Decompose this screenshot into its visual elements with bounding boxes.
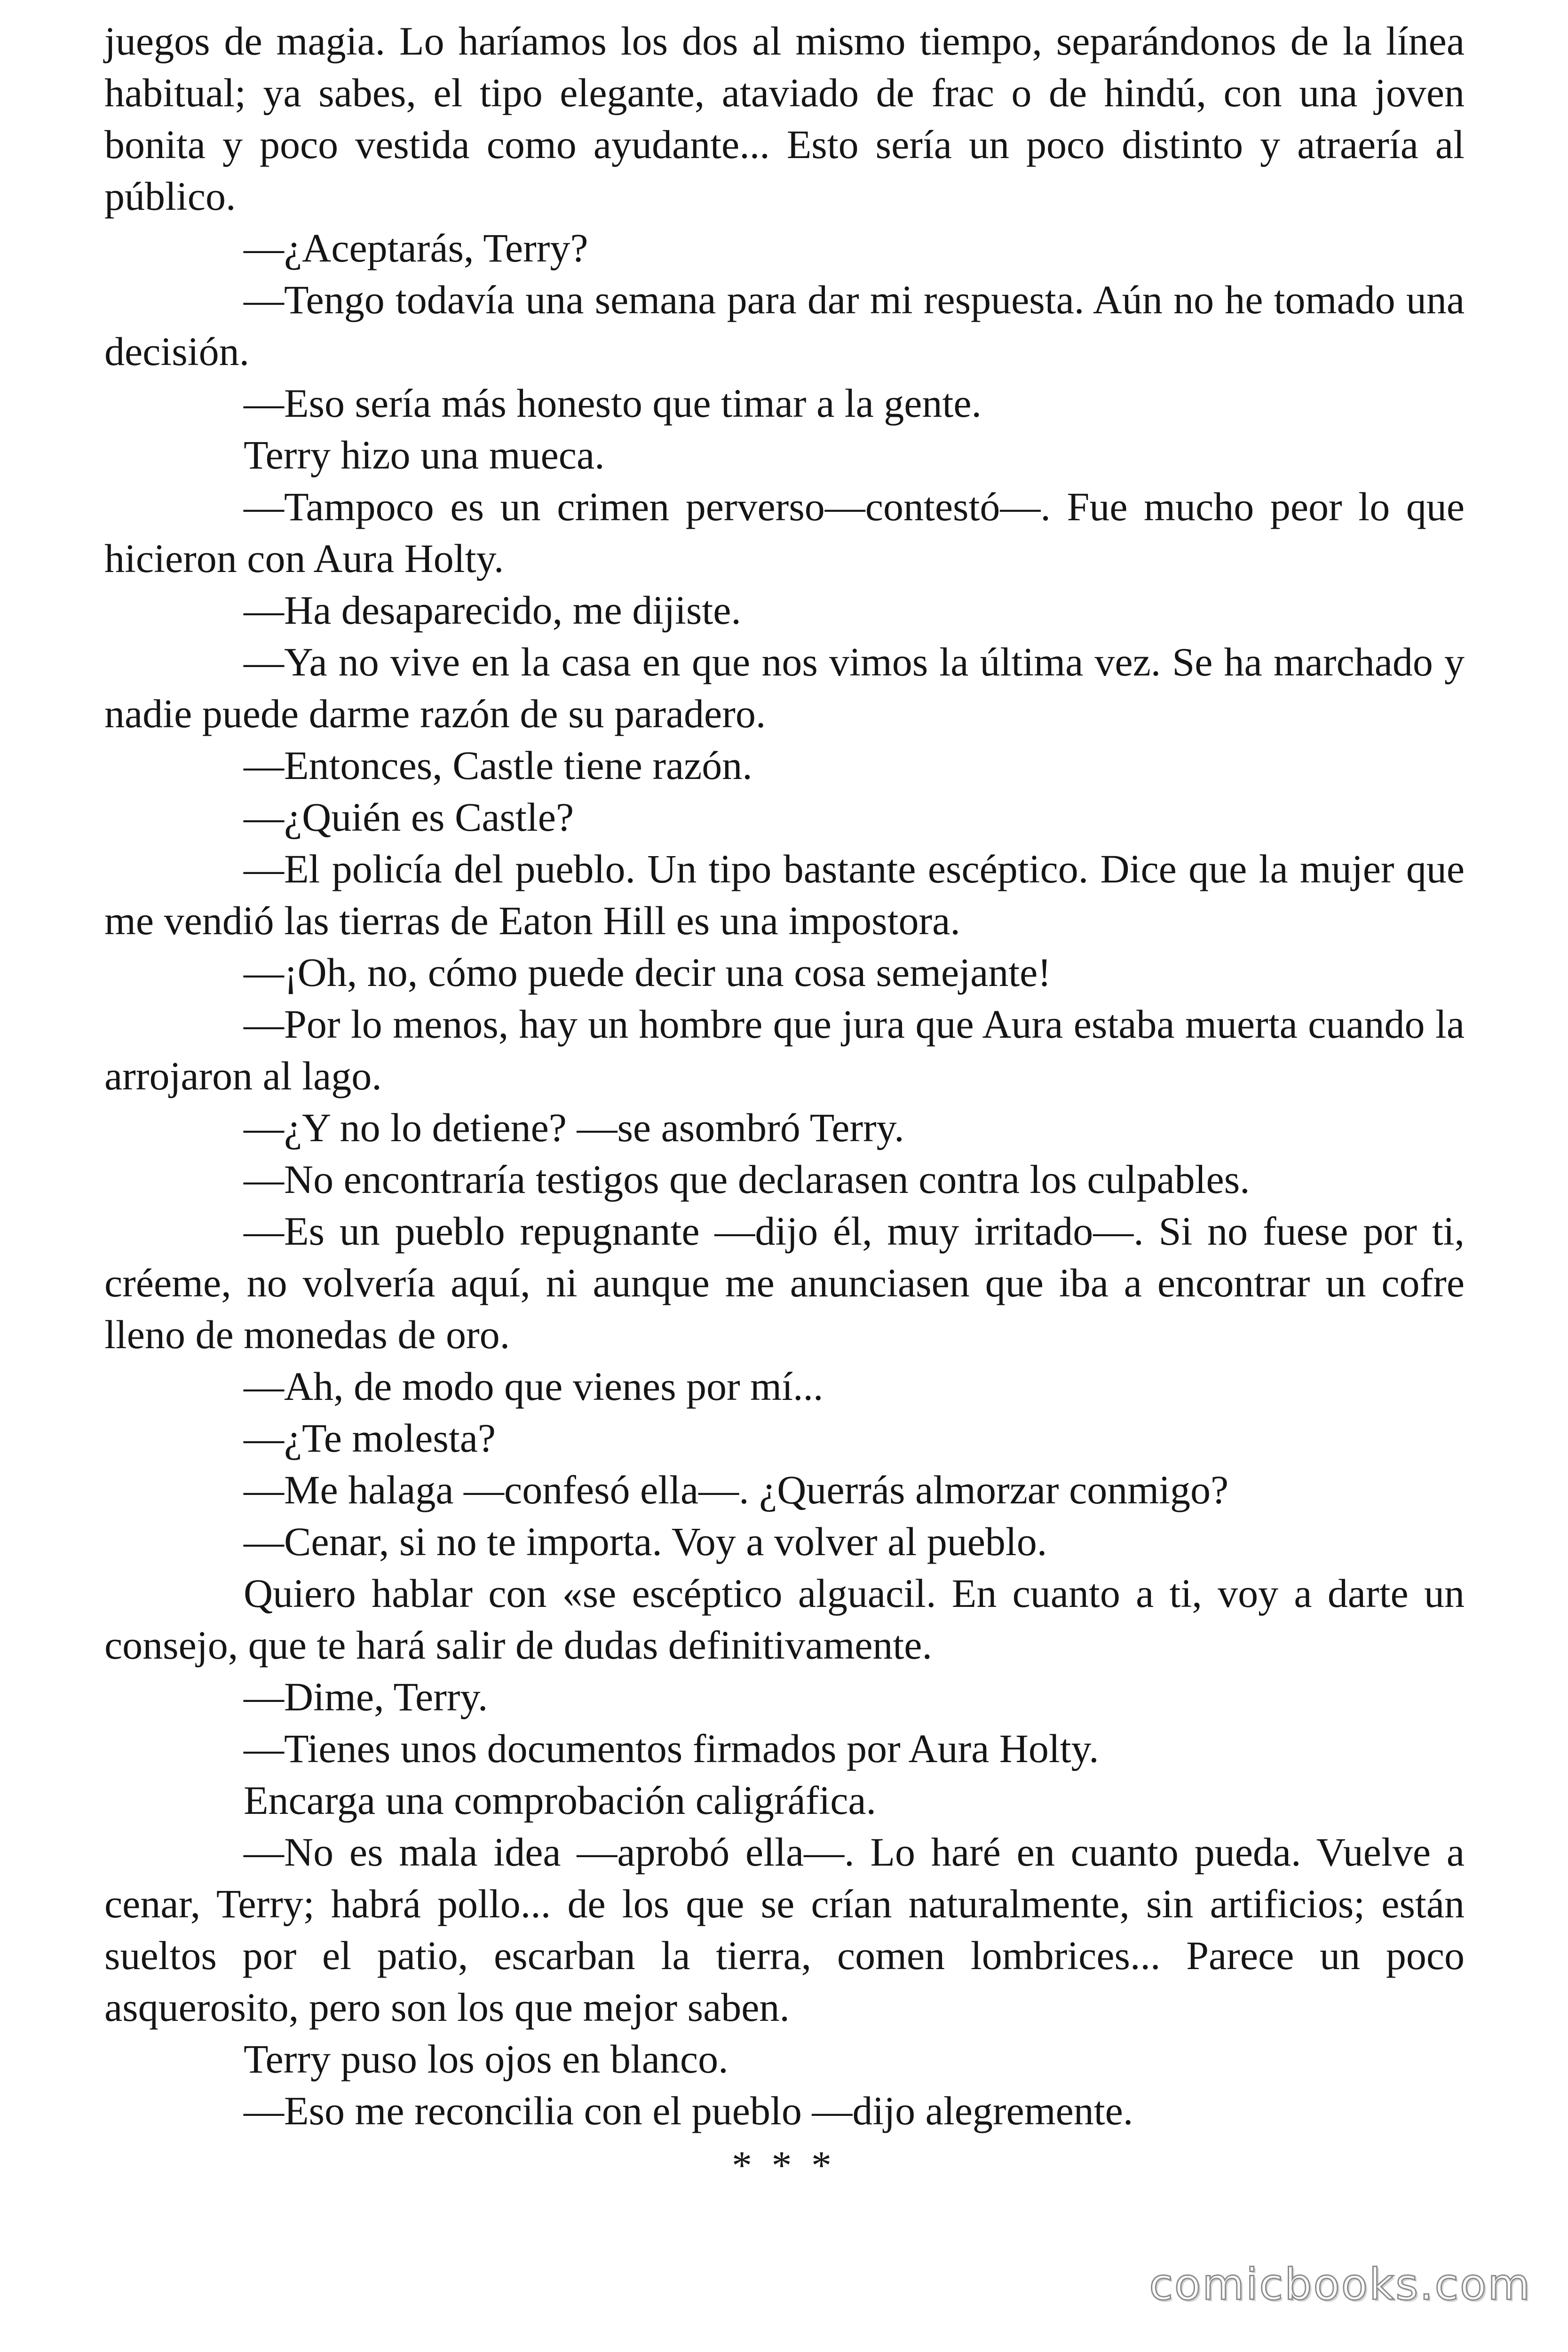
paragraph: —¡Oh, no, cómo puede decir una cosa semejante! <box>244 950 1051 995</box>
paragraph: —¿Y no lo detiene? —se asombró Terry. <box>244 1105 904 1150</box>
paragraph: Terry puso los ojos en blanco. <box>244 2036 729 2082</box>
paragraph: —Es un pueblo repugnante —dijo él, muy irritado—. Si no fuese por ti, créeme, no volvería aquí, ni aunque me anunciasen que iba a encontrar un cofre lleno de monedas de oro. <box>104 1208 1465 1357</box>
paragraph: —No es mala idea —aprobó ella—. Lo haré en cuanto pueda. Vuelve a cenar, Terry; habrá pollo... de los que se crían naturalmente, sin artificios; están sueltos por el patio, escarban la tierra, comen lombrices... Parece un poco asquerosito, pero son los que mejor saben. <box>104 1829 1465 2030</box>
book-page-text <box>104 15 1465 2137</box>
paragraph: —Por lo menos, hay un hombre que jura que Aura estaba muerta cuando la arrojaron al lago. <box>104 1001 1465 1098</box>
paragraph: —Entonces, Castle tiene razón. <box>244 743 752 788</box>
paragraph: Encarga una comprobación caligráfica. <box>244 1778 877 1823</box>
paragraph: —Tengo todavía una semana para dar mi respuesta. Aún no he tomado una decisión. <box>104 277 1465 374</box>
paragraph: —Tampoco es un crimen perverso—contestó—. Fue mucho peor lo que hicieron con Aura Holty. <box>104 484 1465 581</box>
watermark: comicbooks.com <box>1149 2259 1531 2310</box>
paragraph: —Cenar, si no te importa. Voy a volver al pueblo. <box>244 1519 1047 1564</box>
paragraph: —¿Aceptarás, Terry? <box>244 225 588 270</box>
section-separator: * * * <box>732 2143 836 2188</box>
paragraph: juegos de magia. Lo haríamos los dos al mismo tiempo, separándonos de la línea habitual; ya sabes, el tipo elegante, ataviado de frac o de hindú, con una joven bonita y poco vestida como ayudante... Esto sería un poco distinto y atraería al público. <box>104 18 1465 219</box>
paragraph: —¿Quién es Castle? <box>244 795 574 840</box>
paragraph: —¿Te molesta? <box>244 1415 496 1461</box>
paragraph: —El policía del pueblo. Un tipo bastante escéptico. Dice que la mujer que me vendió las tierras de Eaton Hill es una impostora. <box>104 846 1465 943</box>
paragraph: —Ya no vive en la casa en que nos vimos la última vez. Se ha marchado y nadie puede darme razón de su paradero. <box>104 639 1465 736</box>
paragraph: —No encontraría testigos que declarasen contra los culpables. <box>244 1157 1250 1202</box>
paragraph: —Ah, de modo que vienes por mí... <box>244 1364 824 1409</box>
paragraph: —Eso me reconcilia con el pueblo —dijo alegremente. <box>244 2088 1133 2133</box>
paragraph: —Dime, Terry. <box>244 1674 488 1719</box>
paragraph: Terry hizo una mueca. <box>244 432 605 477</box>
paragraph: Quiero hablar con «se escéptico alguacil. En cuanto a ti, voy a darte un consejo, que te hará salir de dudas definitivamente. <box>104 1571 1465 1668</box>
paragraph: —Eso sería más honesto que timar a la gente. <box>244 381 982 426</box>
paragraph: —Me halaga —confesó ella—. ¿Querrás almorzar conmigo? <box>244 1467 1229 1512</box>
paragraph: —Tienes unos documentos firmados por Aura Holty. <box>244 1726 1099 1771</box>
paragraph: —Ha desaparecido, me dijiste. <box>244 588 741 633</box>
